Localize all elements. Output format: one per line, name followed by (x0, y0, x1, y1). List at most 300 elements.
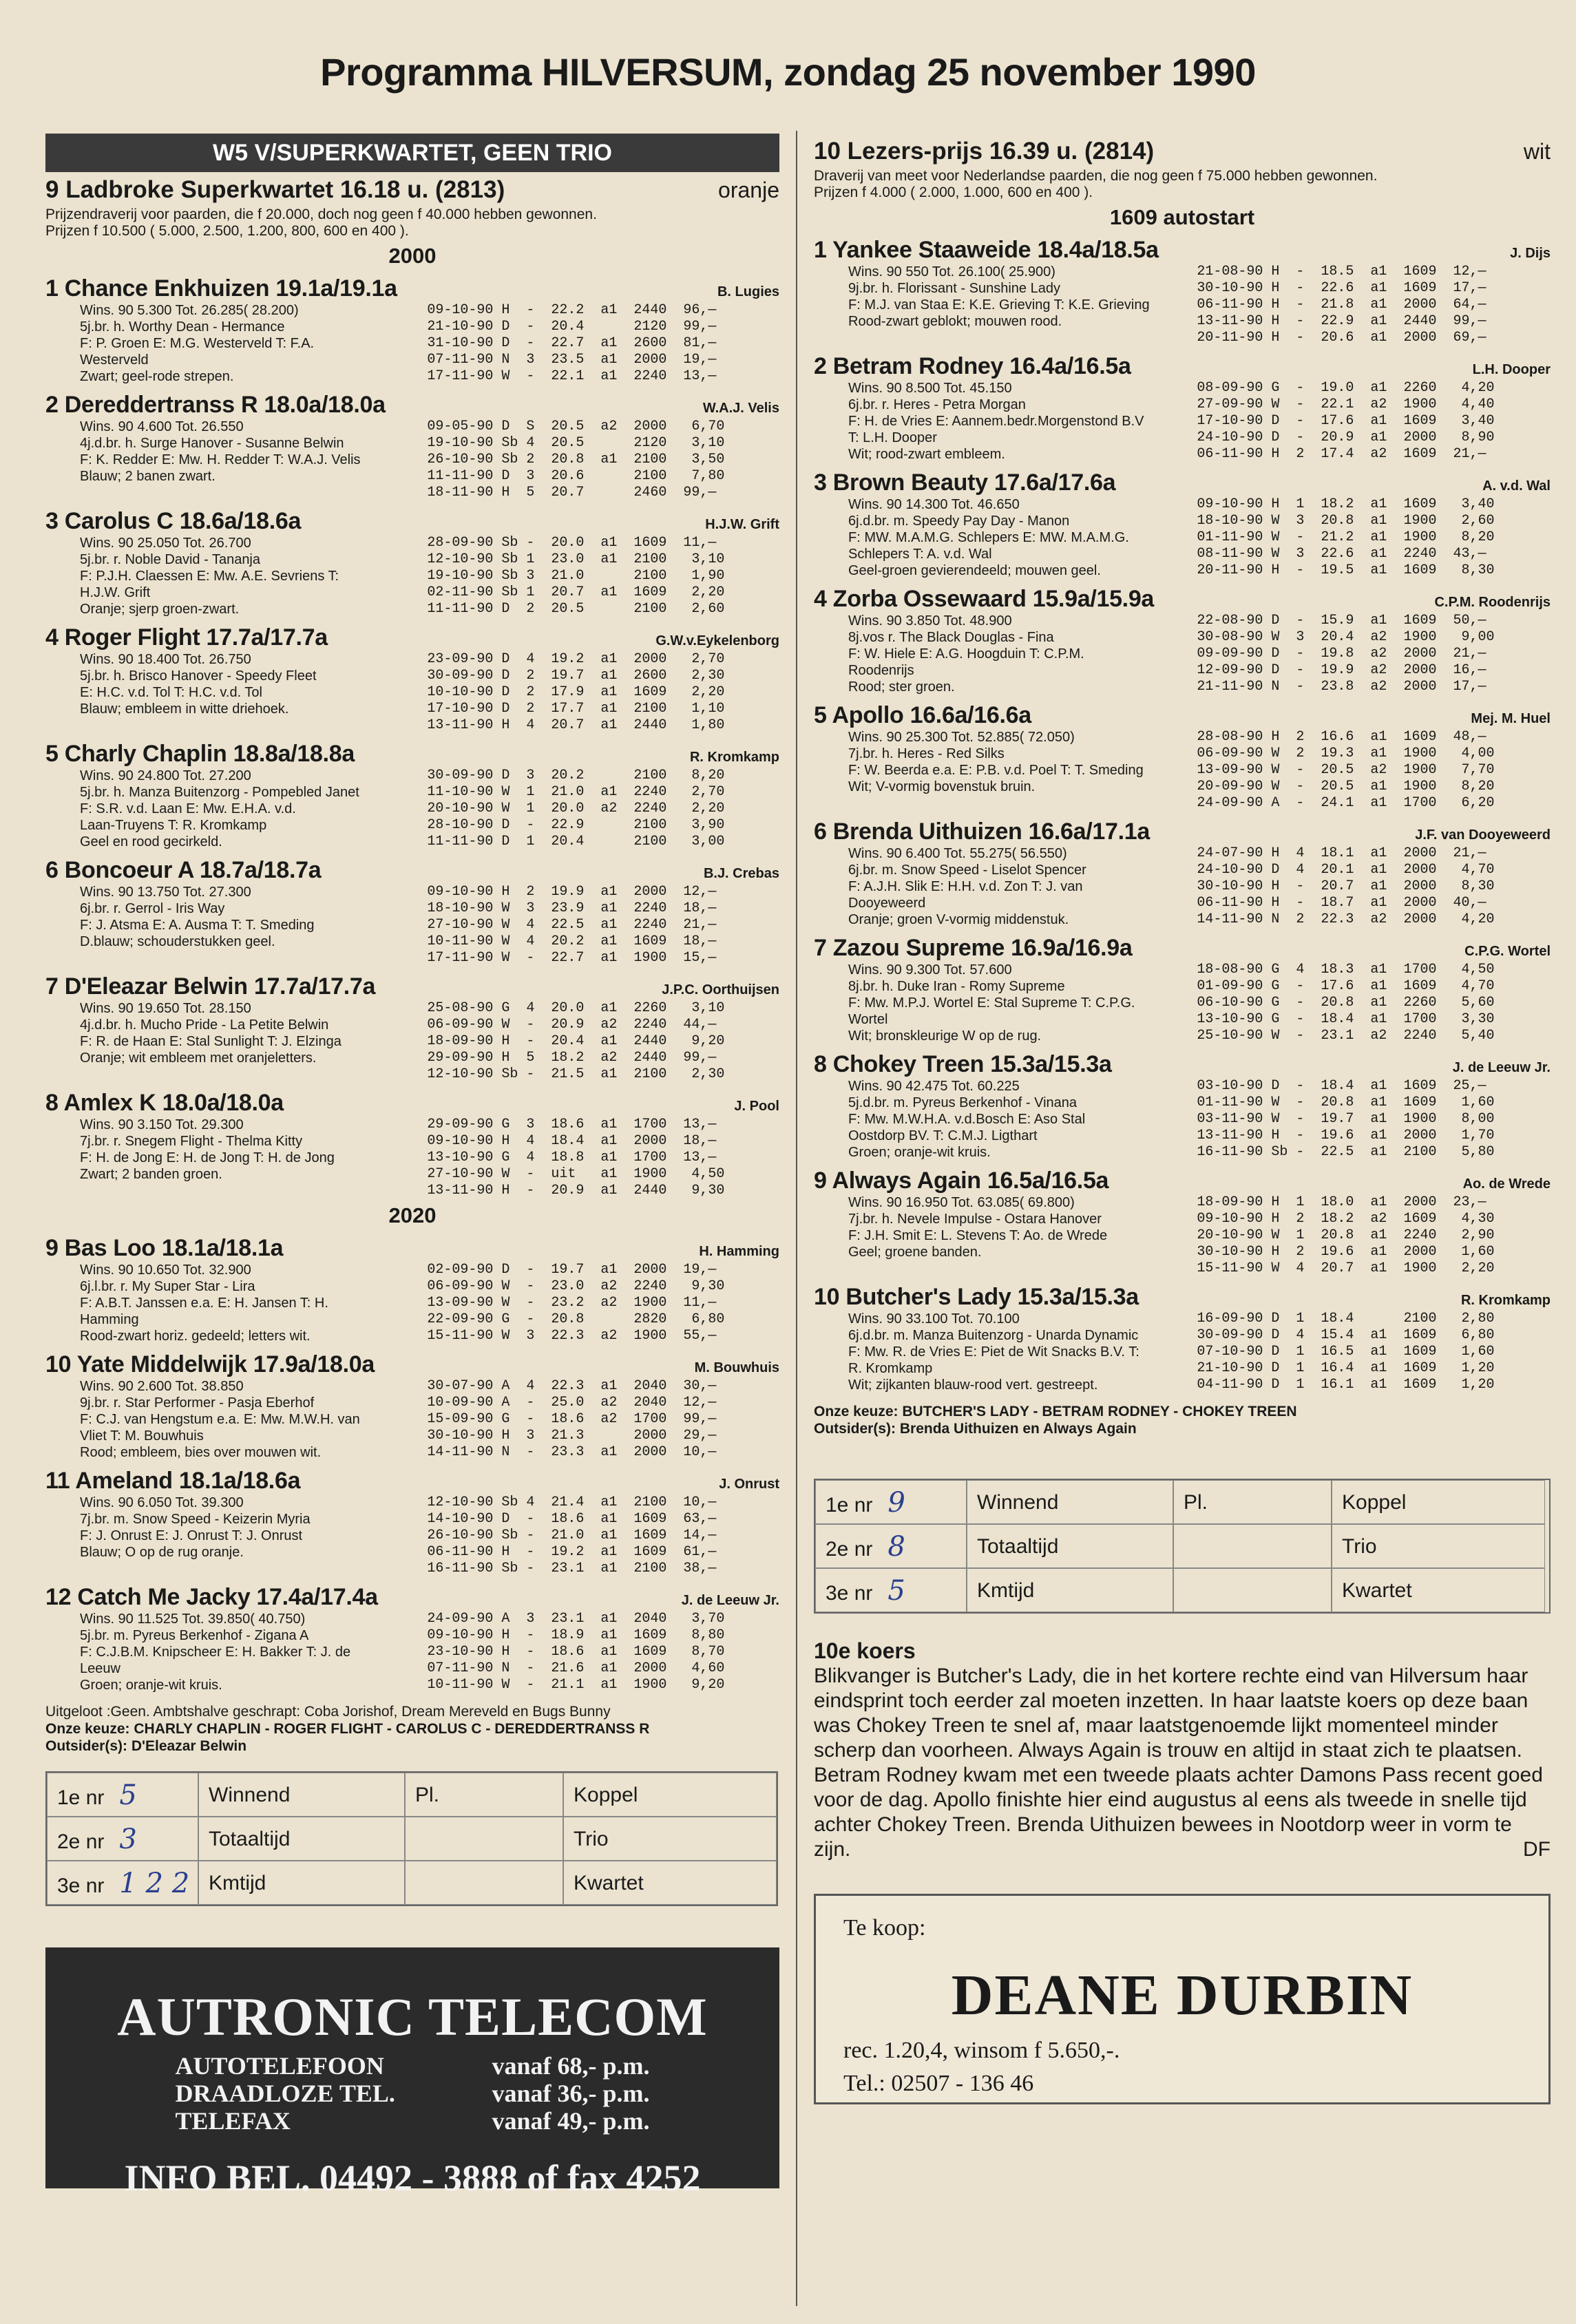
bet-empty (405, 1861, 563, 1905)
result-row: 12-09-90 D - 19.9 a2 2000 16,— (1197, 662, 1486, 678)
detail-line: Wins. 90 9.300 Tot. 57.600 (848, 962, 1012, 978)
detail-line: Groen; oranje-wit kruis. (848, 1145, 991, 1160)
race-title: 9 Ladbroke Superkwartet 16.18 u. (2813) (45, 176, 505, 203)
detail-line: Wins. 90 4.600 Tot. 26.550 (80, 419, 244, 434)
horse-driver: J. Pool (734, 1099, 779, 1114)
result-row: 07-10-90 D 1 16.5 a1 1609 1,60 (1197, 1344, 1495, 1360)
horse-name: 8 Amlex K 18.0a/18.0a (45, 1090, 284, 1116)
horse-entry (45, 1468, 779, 1577)
bet-totaaltijd[interactable]: Totaaltijd (967, 1524, 1173, 1568)
result-row: 08-09-90 G - 19.0 a1 2260 4,20 (1197, 380, 1495, 396)
detail-line: Wins. 90 33.100 Tot. 70.100 (848, 1311, 1020, 1327)
detail-line: Wins. 90 24.800 Tot. 27.200 (80, 768, 251, 783)
detail-line: Blauw; embleem in witte driehoek. (80, 701, 289, 717)
result-row: 30-07-90 A 4 22.3 a1 2040 30,— (427, 1378, 717, 1394)
horse-header (45, 1468, 779, 1494)
horse-entry (45, 1351, 779, 1461)
detail-line: 4j.d.br. h. Surge Hanover - Susanne Belwin (80, 436, 344, 451)
result-row: 29-09-90 H 5 18.2 a2 2440 99,— (427, 1050, 717, 1066)
result-row: 17-11-90 W - 22.1 a1 2240 13,— (427, 368, 717, 384)
horse-header (45, 275, 779, 302)
horse-header (45, 624, 779, 651)
detail-line: Oostdorp BV. T: C.M.J. Ligthart (848, 1128, 1038, 1143)
horse-header (814, 935, 1551, 962)
result-row: 13-10-90 G 4 18.8 a1 1700 13,— (427, 1150, 717, 1165)
detail-line: Wins. 90 18.400 Tot. 26.750 (80, 652, 251, 667)
bet-winnend[interactable]: Winnend (967, 1480, 1173, 1524)
horse-entry (814, 237, 1551, 346)
horse-name: 4 Zorba Ossewaard 15.9a/15.9a (814, 586, 1155, 612)
horse-entry (814, 1284, 1551, 1393)
detail-line: Wins. 90 3.150 Tot. 29.300 (80, 1117, 244, 1132)
result-row: 11-11-90 D 1 20.4 2100 3,00 (427, 834, 725, 849)
detail-line: 7j.br. m. Snow Speed - Keizerin Myria (80, 1512, 311, 1527)
recent-results (1197, 1078, 1551, 1161)
result-row: 18-08-90 G 4 18.3 a1 1700 4,50 (1197, 962, 1495, 978)
ad-contact: INFO BEL. 04492 - 3888 of fax 4252 (124, 2157, 701, 2199)
horse-driver: A. v.d. Wal (1482, 478, 1551, 494)
result-row: 27-09-90 W - 22.1 a2 1900 4,40 (1197, 397, 1495, 412)
detail-line: 7j.br. h. Nevele Impulse - Ostara Hanover (848, 1212, 1102, 1227)
bet-pl[interactable]: Pl. (1173, 1480, 1332, 1524)
result-row: 18-11-90 H 5 20.7 2460 99,— (427, 485, 717, 500)
detail-line: Wins. 90 5.300 Tot. 26.285( 28.200) (80, 303, 299, 318)
result-row: 27-10-90 W - uit a1 1900 4,50 (427, 1166, 725, 1182)
result-row: 10-11-90 W - 21.1 a1 1900 9,20 (427, 1677, 725, 1693)
bet-trio[interactable]: Trio (1332, 1524, 1545, 1568)
detail-line: Oranje; wit embleem met oranjeletters. (80, 1050, 317, 1066)
horse-name: 4 Roger Flight 17.7a/17.7a (45, 624, 328, 651)
detail-line: 5j.br. h. Brisco Hanover - Speedy Fleet (80, 668, 317, 684)
notes-line: Uitgeloot :Geen. Ambtshalve geschrapt: Coba Jorishof, Dream Mereveld en Bugs Bunny (45, 1704, 611, 1720)
detail-line: F: Mw. M.W.H.A. v.d.Bosch E: Aso Stal (848, 1112, 1086, 1127)
detail-line: F: H. de Vries E: Aannem.bedr.Morgenstond B.V (848, 414, 1144, 429)
horse-driver: H. Hamming (699, 1244, 779, 1259)
condition-line: Prijzendraverij voor paarden, die f 20.000, doch nog geen f 40.000 hebben gewonnen. (45, 207, 597, 222)
bet-empty (405, 1817, 563, 1861)
detail-line: Roodenrijs (848, 663, 914, 678)
detail-line: Rood-zwart horiz. gedeeld; letters wit. (80, 1329, 311, 1344)
ad-for-sale: Te koop: (843, 1915, 926, 1941)
horse-name: 2 Betram Rodney 16.4a/16.5a (814, 353, 1131, 379)
detail-line: 6j.l.br. r. My Super Star - Lira (80, 1279, 255, 1294)
horse-details (45, 1000, 427, 1083)
result-row: 30-09-90 D 3 20.2 2100 8,20 (427, 768, 725, 783)
bet-row-2-nr[interactable]: 2e nr 8 (815, 1524, 967, 1568)
distance-label: 2000 (388, 244, 437, 268)
bet-empty (1173, 1568, 1332, 1612)
horse-details (45, 419, 427, 501)
bet-trio[interactable]: Trio (563, 1817, 777, 1861)
horse-details (814, 496, 1197, 579)
detail-line: 5j.br. h. Manza Buitenzorg - Pompebled Janet (80, 785, 359, 800)
coverage-text (814, 1664, 1551, 1862)
result-row: 03-11-90 W - 19.7 a1 1900 8,00 (1197, 1111, 1495, 1127)
detail-line: F: R. de Haan E: Stal Sunlight T: J. Elzinga (80, 1034, 342, 1049)
deane-durbin-ad (814, 1894, 1551, 2104)
result-row: 30-09-90 D 4 15.4 a1 1609 6,80 (1197, 1327, 1495, 1343)
detail-line: Wins. 90 11.525 Tot. 39.850( 40.750) (80, 1612, 306, 1627)
detail-line: F: P. Groen E: M.G. Westerveld T: F.A. (80, 336, 315, 351)
recent-results (1197, 1194, 1551, 1277)
detail-line: Wins. 90 14.300 Tot. 46.650 (848, 497, 1020, 512)
detail-line: F: A.B.T. Janssen e.a. E: H. Jansen T: H. (80, 1296, 328, 1311)
result-row: 16-11-90 Sb - 23.1 a1 2100 38,— (427, 1561, 717, 1576)
result-row: 22-09-90 G - 20.8 2820 6,80 (427, 1311, 725, 1327)
horse-entry (45, 1090, 779, 1199)
detail-line: Vliet T: M. Bouwhuis (80, 1428, 204, 1444)
right-column (814, 134, 1551, 2104)
horse-entry (45, 857, 779, 966)
horse-driver: L.H. Dooper (1472, 362, 1551, 377)
result-row: 06-09-90 W - 23.0 a2 2240 9,30 (427, 1278, 725, 1294)
detail-line: F: Mw. M.P.J. Wortel E: Stal Supreme T: C.P.G. (848, 995, 1135, 1011)
bet-kmtijd[interactable]: Kmtijd (967, 1568, 1173, 1612)
horse-driver: J.F. van Dooyeweerd (1415, 827, 1551, 843)
horse-driver: C.P.M. Roodenrijs (1434, 595, 1551, 610)
horse-list (45, 275, 779, 1199)
result-row: 28-08-90 H 2 16.6 a1 1609 48,— (1197, 729, 1486, 745)
horse-driver: Mej. M. Huel (1471, 711, 1551, 726)
bet-row-3-nr[interactable]: 3e nr 1 2 2 (47, 1861, 198, 1905)
horse-list (814, 237, 1551, 1393)
recent-results (1197, 1311, 1551, 1393)
detail-line: 5j.br. h. Worthy Dean - Hermance (80, 319, 285, 335)
detail-line: Laan-Truyens T: R. Kromkamp (80, 818, 267, 833)
horse-entry (45, 508, 779, 617)
bet-kmtijd[interactable]: Kmtijd (198, 1861, 405, 1905)
horse-details (45, 1378, 427, 1461)
horse-name: 10 Yate Middelwijk 17.9a/18.0a (45, 1351, 375, 1377)
horse-details (45, 1611, 427, 1693)
result-row: 06-10-90 G - 20.8 a1 2260 5,60 (1197, 995, 1495, 1011)
detail-line: Wit; rood-zwart embleem. (848, 447, 1005, 462)
bet-row-1-nr[interactable]: 1e nr 9 (815, 1480, 967, 1524)
detail-line: Wins. 90 2.600 Tot. 38.850 (80, 1379, 244, 1394)
result-row: 01-11-90 W - 20.8 a1 1609 1,60 (1197, 1095, 1495, 1110)
detail-line: Groen; oranje-wit kruis. (80, 1678, 222, 1693)
detail-line: F: H. de Jong E: H. de Jong T: H. de Jong (80, 1150, 335, 1165)
detail-line: 8j.vos r. The Black Douglas - Fina (848, 630, 1054, 645)
horse-entry (45, 624, 779, 734)
result-row: 07-11-90 N 3 23.5 a1 2000 19,— (427, 352, 717, 368)
horse-details (45, 1494, 427, 1577)
handwritten-number: 3 (119, 1824, 137, 1855)
horse-header (45, 392, 779, 419)
result-row: 25-08-90 G 4 20.0 a1 2260 3,10 (427, 1000, 725, 1016)
condition-line: Prijzen f 4.000 ( 2.000, 1.000, 600 en 400 ). (814, 184, 1093, 200)
horse-entry (814, 469, 1551, 579)
horse-header (814, 1051, 1551, 1078)
ad-price: vanaf 36,- p.m. (492, 2080, 650, 2107)
ad-record: rec. 1.20,4, winsom f 5.650,-. (843, 2038, 1120, 2063)
horse-details (45, 768, 427, 850)
horse-entry (45, 392, 779, 501)
handwritten-number: 9 (887, 1487, 905, 1519)
result-row: 30-09-90 D 2 19.7 a1 2600 2,30 (427, 668, 725, 684)
horse-details (814, 380, 1197, 463)
result-row: 20-10-90 W 1 20.0 a2 2240 2,20 (427, 801, 725, 816)
coverage-body: Blikvanger is Butcher's Lady, die in het kortere rechte eind van Hilversum haar eindsprint toch eerder zal moeten inzetten. In haar laatste koers op deze baan was Chokey Treen te snel af, maar laatstgenoemde lijkt momenteel minder scherp dan voorheen. Always Again is trouw en altijd in staat zich te plaatsen. Betram Rodney kwam met een tweede plaats achter Damons Pass recent goed voor de dag. Apollo finishte hier eind augustus al eens als tweede in snelle tijd achter Chokey Treen. Brenda Uithuizen bewees in Nootdorp weer in vorm te zijn. (814, 1665, 1543, 1861)
detail-line: H.J.W. Grift (80, 585, 151, 600)
result-row: 06-09-90 W - 20.9 a2 2240 44,— (427, 1017, 717, 1033)
result-row: 11-11-90 D 2 20.5 2100 2,60 (427, 601, 725, 617)
result-row: 14-11-90 N 2 22.3 a2 2000 4,20 (1197, 911, 1495, 927)
horse-name: 12 Catch Me Jacky 17.4a/17.4a (45, 1584, 378, 1610)
result-row: 09-10-90 H - 22.2 a1 2440 96,— (427, 302, 717, 318)
detail-line: 5j.br. r. Noble David - Tananja (80, 552, 261, 567)
detail-line: Schlepers T: A. v.d. Wal (848, 547, 992, 562)
ad-product: DRAADLOZE TEL. (175, 2080, 395, 2107)
detail-line: Wins. 90 16.950 Tot. 63.085( 69.800) (848, 1195, 1075, 1210)
horse-entry (814, 1168, 1551, 1277)
result-row: 20-09-90 W - 20.5 a1 1900 8,20 (1197, 779, 1495, 794)
horse-driver: M. Bouwhuis (694, 1360, 779, 1375)
recent-results (1197, 962, 1551, 1044)
horse-header (814, 469, 1551, 496)
horse-name: 10 Butcher's Lady 15.3a/15.3a (814, 1284, 1139, 1310)
bet-empty (1173, 1524, 1332, 1568)
detail-line: Oranje; groen V-vormig middenstuk. (848, 912, 1069, 927)
result-row: 21-10-90 D 1 16.4 a1 1609 1,20 (1197, 1360, 1495, 1376)
horse-details (45, 1262, 427, 1344)
horse-details (45, 1117, 427, 1199)
recent-results (1197, 613, 1551, 695)
detail-line: Blauw; O op de rug oranje. (80, 1545, 244, 1560)
race-title: 10 Lezers-prijs 16.39 u. (2814) (814, 138, 1155, 165)
detail-line: Hamming (80, 1312, 139, 1327)
horse-details (45, 302, 427, 385)
distance-label: 1609 autostart (1109, 205, 1255, 229)
race-conditions (814, 168, 1551, 201)
detail-line: 9j.br. h. Florissant - Sunshine Lady (848, 281, 1060, 296)
result-row: 30-08-90 W 3 20.4 a2 1900 9,00 (1197, 629, 1495, 645)
recent-results (427, 535, 779, 617)
result-row: 09-10-90 H 2 18.2 a2 1609 4,30 (1197, 1211, 1495, 1227)
detail-line: 5j.d.br. m. Pyreus Berkenhof - Vinana (848, 1095, 1078, 1110)
result-row: 20-11-90 H - 20.6 a1 2000 69,— (1197, 330, 1486, 346)
detail-line: Rood; embleem, bies over mouwen wit. (80, 1445, 322, 1460)
result-row: 21-08-90 H - 18.5 a1 1609 12,— (1197, 264, 1486, 279)
detail-line: Zwart; geel-rode strepen. (80, 369, 234, 384)
recent-results (1197, 496, 1551, 579)
detail-line: Zwart; 2 banden groen. (80, 1167, 222, 1182)
horse-header (814, 353, 1551, 380)
recent-results (1197, 845, 1551, 928)
detail-line: F: MW. M.A.M.G. Schlepers E: MW. M.A.M.G. (848, 530, 1129, 545)
horse-driver: R. Kromkamp (1460, 1293, 1551, 1308)
detail-line: 7j.br. r. Snegem Flight - Thelma Kitty (80, 1134, 303, 1149)
bet-pl[interactable]: Pl. (405, 1773, 563, 1817)
horse-entry (45, 275, 779, 385)
horse-entry (814, 935, 1551, 1044)
recent-results (427, 651, 779, 734)
horse-entry (814, 353, 1551, 463)
result-row: 10-09-90 A - 25.0 a2 2040 12,— (427, 1395, 717, 1411)
result-row: 06-11-90 H - 19.2 a1 1609 61,— (427, 1544, 717, 1560)
result-row: 09-10-90 H 1 18.2 a1 1609 3,40 (1197, 496, 1495, 512)
result-row: 14-10-90 D - 18.6 a1 1609 63,— (427, 1511, 717, 1527)
result-row: 13-09-90 W - 20.5 a2 1900 7,70 (1197, 762, 1495, 778)
bet-koppel[interactable]: Koppel (1332, 1480, 1545, 1524)
handwritten-number: 8 (887, 1531, 905, 1563)
result-row: 13-11-90 H - 22.9 a1 2440 99,— (1197, 313, 1486, 329)
race-header (814, 138, 1551, 165)
detail-line: 9j.br. r. Star Performer - Pasja Eberhof (80, 1395, 315, 1411)
detail-line: Wins. 90 13.750 Tot. 27.300 (80, 885, 251, 900)
result-row: 13-11-90 H - 20.9 a1 2440 9,30 (427, 1183, 725, 1198)
handwritten-number: 5 (887, 1575, 905, 1607)
recent-results (427, 1000, 779, 1083)
detail-line: F: C.J.B.M. Knipscheer E: H. Bakker T: J. de (80, 1645, 351, 1660)
detail-line: Geel en rood gecirkeld. (80, 834, 222, 849)
bet-totaaltijd[interactable]: Totaaltijd (198, 1817, 405, 1861)
horse-driver: J. de Leeuw Jr. (1452, 1060, 1551, 1075)
detail-line: 6j.d.br. m. Speedy Pay Day - Manon (848, 514, 1070, 529)
horse-driver: J. Dijs (1510, 246, 1551, 261)
detail-line: F: J. Atsma E: A. Ausma T: T. Smeding (80, 918, 315, 933)
detail-line: F: S.R. v.d. Laan E: Mw. E.H.A. v.d. (80, 801, 296, 816)
result-row: 25-10-90 W - 23.1 a2 2240 5,40 (1197, 1028, 1495, 1044)
horse-header (45, 973, 779, 1000)
horse-details (814, 962, 1197, 1044)
result-row: 12-10-90 Sb 1 23.0 a1 2100 3,10 (427, 551, 725, 567)
result-row: 23-10-90 H - 18.6 a1 1609 8,70 (427, 1644, 725, 1660)
handwritten-number: 5 (119, 1779, 137, 1811)
horse-entry (814, 1051, 1551, 1161)
result-row: 19-10-90 Sb 4 20.5 2120 3,10 (427, 435, 725, 451)
recent-results (427, 1611, 779, 1693)
result-row: 17-11-90 W - 22.7 a1 1900 15,— (427, 950, 717, 966)
horse-entry (814, 586, 1551, 695)
recent-results (1197, 264, 1551, 346)
result-row: 19-10-90 Sb 3 21.0 2100 1,90 (427, 568, 725, 584)
detail-line: Wit; zijkanten blauw-rood vert. gestreept. (848, 1377, 1098, 1393)
bet-form (45, 1771, 778, 1906)
horse-entry (814, 702, 1551, 812)
bet-row-3-nr[interactable]: 3e nr 5 (815, 1568, 967, 1612)
bet-row-2-nr[interactable]: 2e nr 3 (47, 1817, 198, 1861)
horse-entry (814, 818, 1551, 928)
detail-line: Wortel (848, 1012, 888, 1027)
horse-header (814, 1284, 1551, 1311)
detail-line: Wins. 90 550 Tot. 26.100( 25.900) (848, 264, 1055, 279)
horse-entry (45, 741, 779, 850)
bet-row-1-nr[interactable]: 1e nr 5 (47, 1773, 198, 1817)
result-row: 07-11-90 N - 21.6 a1 2000 4,60 (427, 1660, 725, 1676)
result-row: 14-11-90 N - 23.3 a1 2000 10,— (427, 1444, 717, 1460)
result-row: 28-09-90 Sb - 20.0 a1 1609 11,— (427, 535, 717, 551)
horse-name: 5 Charly Chaplin 18.8a/18.8a (45, 741, 355, 767)
result-row: 09-10-90 H - 18.9 a1 1609 8,80 (427, 1627, 725, 1643)
column-divider (796, 131, 797, 2306)
result-row: 18-09-90 H - 20.4 a1 2440 9,20 (427, 1033, 725, 1049)
bet-kwartet[interactable]: Kwartet (563, 1861, 777, 1905)
ad-price: vanaf 49,- p.m. (492, 2107, 650, 2135)
recent-results (427, 419, 779, 501)
horse-header (45, 1090, 779, 1117)
detail-line: 4j.d.br. h. Mucho Pride - La Petite Belwin (80, 1017, 329, 1033)
horse-list (45, 1235, 779, 1693)
result-row: 12-10-90 Sb 4 21.4 a1 2100 10,— (427, 1494, 717, 1510)
horse-name: 1 Chance Enkhuizen 19.1a/19.1a (45, 275, 397, 302)
detail-line: 6j.br. r. Gerrol - Iris Way (80, 901, 225, 916)
ad-product: AUTOTELEFOON (175, 2052, 384, 2080)
horse-details (814, 264, 1197, 346)
horse-driver: W.A.J. Velis (702, 401, 779, 416)
race-conditions (45, 207, 779, 240)
detail-line: F: P.J.H. Claessen E: Mw. A.E. Sevriens T: (80, 569, 339, 584)
detail-line: 6j.br. m. Snow Speed - Liselot Spencer (848, 863, 1086, 878)
horse-header (814, 586, 1551, 613)
horse-entry (45, 1235, 779, 1344)
bet-kwartet[interactable]: Kwartet (1332, 1568, 1545, 1612)
outsiders: Outsider(s): D'Eleazar Belwin (45, 1738, 247, 1754)
outsiders: Outsider(s): Brenda Uithuizen en Always Again (814, 1421, 1137, 1437)
detail-line: F: J.H. Smit E: L. Stevens T: Ao. de Wrede (848, 1228, 1108, 1243)
detail-line: Wins. 90 6.400 Tot. 55.275( 56.550) (848, 846, 1067, 861)
horse-entry (45, 1584, 779, 1693)
recent-results (1197, 380, 1551, 463)
bet-winnend[interactable]: Winnend (198, 1773, 405, 1817)
race-color: wit (1523, 139, 1551, 164)
result-row: 22-08-90 D - 15.9 a1 1609 50,— (1197, 613, 1486, 628)
horse-name: 6 Boncoeur A 18.7a/18.7a (45, 857, 322, 883)
result-row: 06-11-90 H - 18.7 a1 2000 40,— (1197, 895, 1486, 911)
horse-driver: J. Onrust (719, 1477, 779, 1492)
result-row: 18-10-90 W 3 23.9 a1 2240 18,— (427, 900, 717, 916)
horse-name: 6 Brenda Uithuizen 16.6a/17.1a (814, 818, 1150, 845)
detail-line: Wit; bronskleurige W op de rug. (848, 1028, 1042, 1044)
horse-header (45, 741, 779, 768)
detail-line: Wins. 90 25.300 Tot. 52.885( 72.050) (848, 730, 1075, 745)
result-row: 06-09-90 W 2 19.3 a1 1900 4,00 (1197, 746, 1495, 761)
result-row: 09-10-90 H 2 19.9 a1 2000 12,— (427, 884, 717, 900)
detail-line: 6j.br. r. Heres - Petra Morgan (848, 397, 1026, 412)
result-row: 18-10-90 W 3 20.8 a1 1900 2,60 (1197, 513, 1495, 529)
horse-driver: J.P.C. Oorthuijsen (662, 982, 779, 997)
horse-name: 8 Chokey Treen 15.3a/15.3a (814, 1051, 1112, 1077)
result-row: 01-09-90 G - 17.6 a1 1609 4,70 (1197, 978, 1495, 994)
detail-line: Wins. 90 10.650 Tot. 32.900 (80, 1263, 251, 1278)
detail-line: Wins. 90 6.050 Tot. 39.300 (80, 1495, 244, 1510)
detail-line: F: J. Onrust E: J. Onrust T: J. Onrust (80, 1528, 303, 1543)
horse-driver: H.J.W. Grift (705, 517, 779, 532)
horse-name: 11 Ameland 18.1a/18.6a (45, 1468, 301, 1494)
detail-line: Westerveld (80, 352, 149, 368)
recent-results (427, 1378, 779, 1461)
detail-line: Leeuw (80, 1661, 120, 1676)
bet-koppel[interactable]: Koppel (563, 1773, 777, 1817)
result-row: 24-09-90 A - 24.1 a1 1700 6,20 (1197, 795, 1495, 811)
horse-details (814, 1194, 1197, 1277)
result-row: 24-10-90 D 4 20.1 a1 2000 4,70 (1197, 862, 1495, 878)
result-row: 11-11-90 D 3 20.6 2100 7,80 (427, 468, 725, 484)
detail-line: 8j.br. h. Duke Iran - Romy Supreme (848, 979, 1065, 994)
result-row: 17-10-90 D - 17.6 a1 1609 3,40 (1197, 413, 1495, 429)
page-title: Programma HILVERSUM, zondag 25 november 1990 (320, 50, 1256, 94)
horse-header (45, 1584, 779, 1611)
coverage-title: 10e koers (814, 1638, 916, 1663)
detail-line: E: H.C. v.d. Tol T: H.C. v.d. Tol (80, 685, 262, 700)
distance-label: 2020 (388, 1203, 437, 1227)
left-column (45, 134, 779, 2199)
result-row: 27-10-90 W 4 22.5 a1 2240 21,— (427, 917, 717, 933)
result-row: 20-11-90 H - 19.5 a1 1609 8,30 (1197, 562, 1495, 578)
race-color: oranje (718, 178, 779, 202)
detail-line: F: A.J.H. Slik E: H.H. v.d. Zon T: J. van (848, 879, 1083, 894)
bet-form (814, 1479, 1551, 1614)
